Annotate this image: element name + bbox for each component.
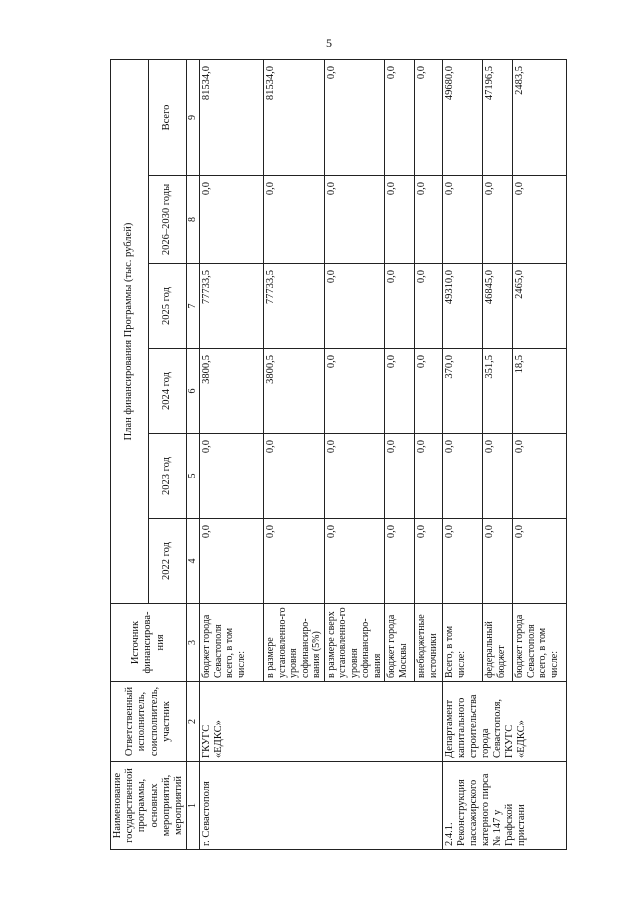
source-cell: в размере установленно-го уровня софинансиро-вания (5%) [264, 604, 325, 682]
column-number: 2 [187, 682, 200, 762]
value-cell: 3800,5 [200, 349, 264, 434]
financing-table [110, 59, 567, 850]
value-cell: 77733,5 [200, 264, 264, 349]
source-cell: бюджет города Москвы [385, 604, 415, 682]
value-cell: 0,0 [385, 434, 415, 519]
value-cell: 46845,0 [483, 264, 513, 349]
column-number: 7 [187, 264, 200, 349]
column-number: 1 [187, 762, 200, 850]
value-cell: 0,0 [200, 519, 264, 604]
value-cell: 0,0 [385, 519, 415, 604]
value-cell: 0,0 [415, 176, 443, 264]
value-cell: 0,0 [443, 434, 483, 519]
value-cell: 49680,0 [443, 59, 483, 175]
value-cell: 0,0 [385, 349, 415, 434]
value-cell: 0,0 [443, 519, 483, 604]
column-number: 4 [187, 519, 200, 604]
value-cell: 49310,0 [443, 264, 483, 349]
value-cell: 3800,5 [264, 349, 325, 434]
value-cell: 0,0 [385, 264, 415, 349]
table-row [443, 59, 483, 849]
column-number: 5 [187, 434, 200, 519]
value-cell: 0,0 [324, 434, 385, 519]
value-cell: 0,0 [415, 59, 443, 175]
value-cell: 0,0 [513, 519, 567, 604]
source-cell: федеральный бюджет [483, 604, 513, 682]
value-cell: 0,0 [264, 176, 325, 264]
header-year: 2023 год [149, 434, 187, 519]
executor-cell: Департамент капитального строительства города Севастополя, ГКУГС «ЕДКС» [443, 682, 567, 762]
value-cell: 0,0 [324, 176, 385, 264]
header-year: 2026–2030 годы [149, 176, 187, 264]
value-cell: 47196,5 [483, 59, 513, 175]
value-cell: 0,0 [200, 176, 264, 264]
value-cell: 81534,0 [264, 59, 325, 175]
value-cell: 370,0 [443, 349, 483, 434]
source-cell: бюджет города Севастополя всего, в том числе: [200, 604, 264, 682]
value-cell: 0,0 [385, 176, 415, 264]
header-year: 2024 год [149, 349, 187, 434]
column-number: 3 [187, 604, 200, 682]
source-cell: в размере сверх установленно-го уровня софинансиро-вания [324, 604, 385, 682]
value-cell: 0,0 [483, 434, 513, 519]
value-cell: 0,0 [483, 176, 513, 264]
table-row [200, 59, 264, 849]
rotated-table-container [110, 60, 590, 850]
value-cell: 81534,0 [200, 59, 264, 175]
source-cell: бюджет города Севастополя всего, в том числе: [513, 604, 567, 682]
value-cell: 0,0 [443, 176, 483, 264]
value-cell: 18,5 [513, 349, 567, 434]
header-year: 2025 год [149, 264, 187, 349]
value-cell: 0,0 [415, 434, 443, 519]
value-cell: 0,0 [264, 519, 325, 604]
program-name-cell: г. Севастополя [200, 762, 443, 850]
header-source: Источник финансирова-ния [111, 604, 187, 682]
executor-cell: ГКУГС «ЕДКС» [200, 682, 443, 762]
value-cell: 2465,0 [513, 264, 567, 349]
header-program-name: Наименование государственной программы, основных мероприятий, мероприятий [111, 762, 187, 850]
header-year: Всего [149, 59, 187, 175]
value-cell: 0,0 [415, 264, 443, 349]
value-cell: 0,0 [324, 519, 385, 604]
program-name-cell: 2.4.1. Реконструкция пассажирского катерного пирса № 147 у Графской пристани [443, 762, 567, 850]
value-cell: 0,0 [324, 59, 385, 175]
value-cell: 0,0 [324, 349, 385, 434]
column-number: 8 [187, 176, 200, 264]
value-cell: 0,0 [264, 434, 325, 519]
column-number: 9 [187, 59, 200, 175]
header-executor: Ответственный исполнитель, соисполнитель, участник [111, 682, 187, 762]
value-cell: 0,0 [385, 59, 415, 175]
value-cell: 0,0 [200, 434, 264, 519]
value-cell: 0,0 [483, 519, 513, 604]
value-cell: 0,0 [324, 264, 385, 349]
header-year: 2022 год [149, 519, 187, 604]
column-number: 6 [187, 349, 200, 434]
value-cell: 77733,5 [264, 264, 325, 349]
value-cell: 0,0 [415, 349, 443, 434]
header-plan: План финансирования Программы (тыс. рублей) [111, 59, 149, 603]
source-cell: Всего, в том числе: [443, 604, 483, 682]
value-cell: 0,0 [513, 176, 567, 264]
source-cell: внебюджетные источники [415, 604, 443, 682]
value-cell: 2483,5 [513, 59, 567, 175]
value-cell: 351,5 [483, 349, 513, 434]
value-cell: 0,0 [513, 434, 567, 519]
page-number: 5 [326, 36, 332, 50]
value-cell: 0,0 [415, 519, 443, 604]
